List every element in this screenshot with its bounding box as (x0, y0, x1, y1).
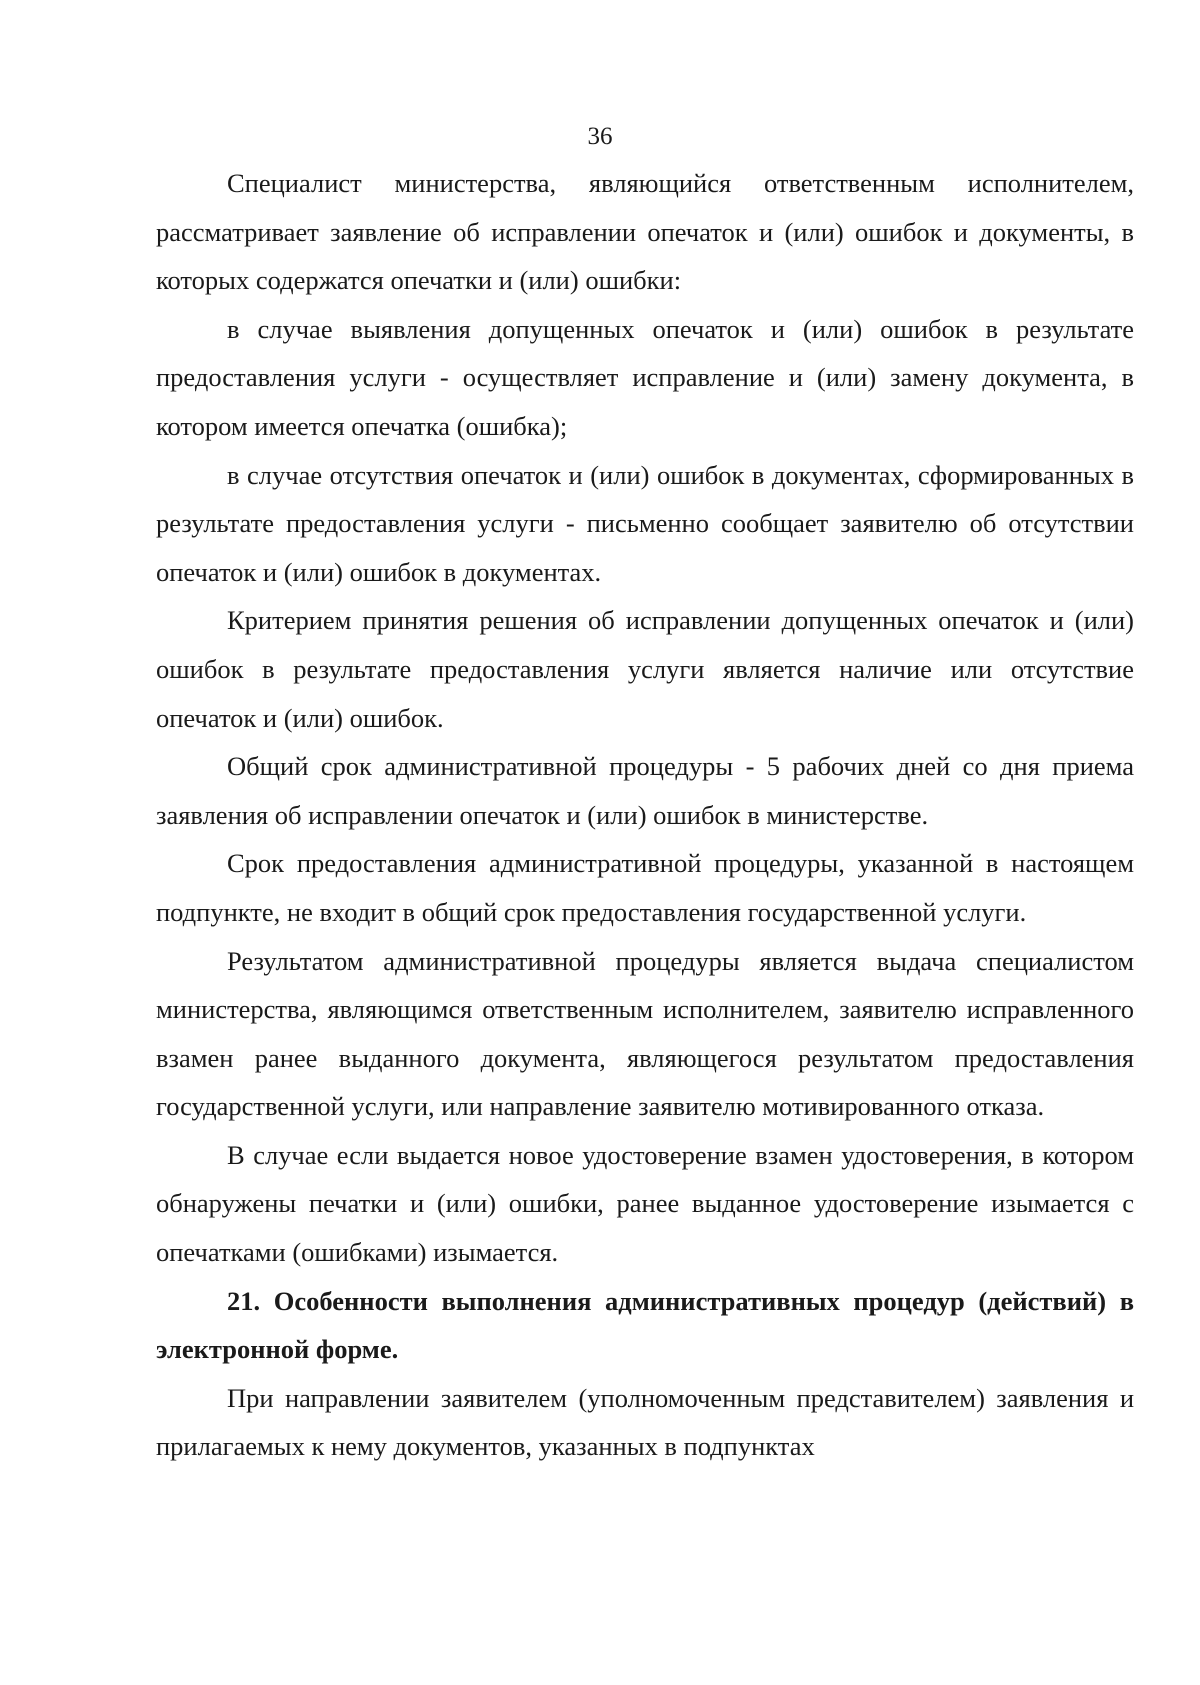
paragraph: Результатом административной процедуры является выдача специалистом министерства, являющимся ответственным исполнителем, заявителю исправленного взамен ранее выданного документа, являющегося результатом предоставления государственной услуги, или направление заявителю мотивированного отказа. (156, 945, 1134, 1122)
paragraph: в случае отсутствия опечаток и (или) ошибок в документах, сформированных в результате предоставления услуги - письменно сообщает заявителю об отсутствии опечаток и (или) ошибок в документах. (156, 459, 1134, 587)
paragraph: Критерием принятия решения об исправлении допущенных опечаток и (или) ошибок в результате предоставления услуги является наличие или отсутствие опечаток и (или) ошибок. (156, 605, 1134, 733)
paragraph: Общий срок административной процедуры - 5 рабочих дней со дня приема заявления об исправлении опечаток и (или) ошибок в министерстве. (156, 751, 1134, 830)
document-body (156, 159, 1134, 1471)
paragraph: При направлении заявителем (уполномоченным представителем) заявления и прилагаемых к нему документов, указанных в подпунктах (156, 1382, 1134, 1462)
page-number: 36 (587, 123, 613, 150)
paragraph: Срок предоставления административной процедуры, указанной в настоящем подпункте, не входит в общий срок предоставления государственной услуги. (156, 848, 1134, 927)
paragraph: Специалист министерства, являющийся ответственным исполнителем, рассматривает заявление об исправлении опечаток и (или) ошибок и документы, в которых содержатся опечатки и (или) ошибки: (156, 168, 1134, 296)
section-heading: 21. Особенности выполнения административных процедур (действий) в электронной форме. (156, 1285, 1134, 1365)
paragraph: В случае если выдается новое удостоверение взамен удостоверения, в котором обнаружены печатки и (или) ошибки, ранее выданное удостоверение изымается с опечатками (ошибками) изымается. (156, 1139, 1134, 1268)
paragraph: в случае выявления допущенных опечаток и (или) ошибок в результате предоставления услуги - осуществляет исправление и (или) замену документа, в котором имеется опечатка (ошибка); (156, 313, 1134, 441)
